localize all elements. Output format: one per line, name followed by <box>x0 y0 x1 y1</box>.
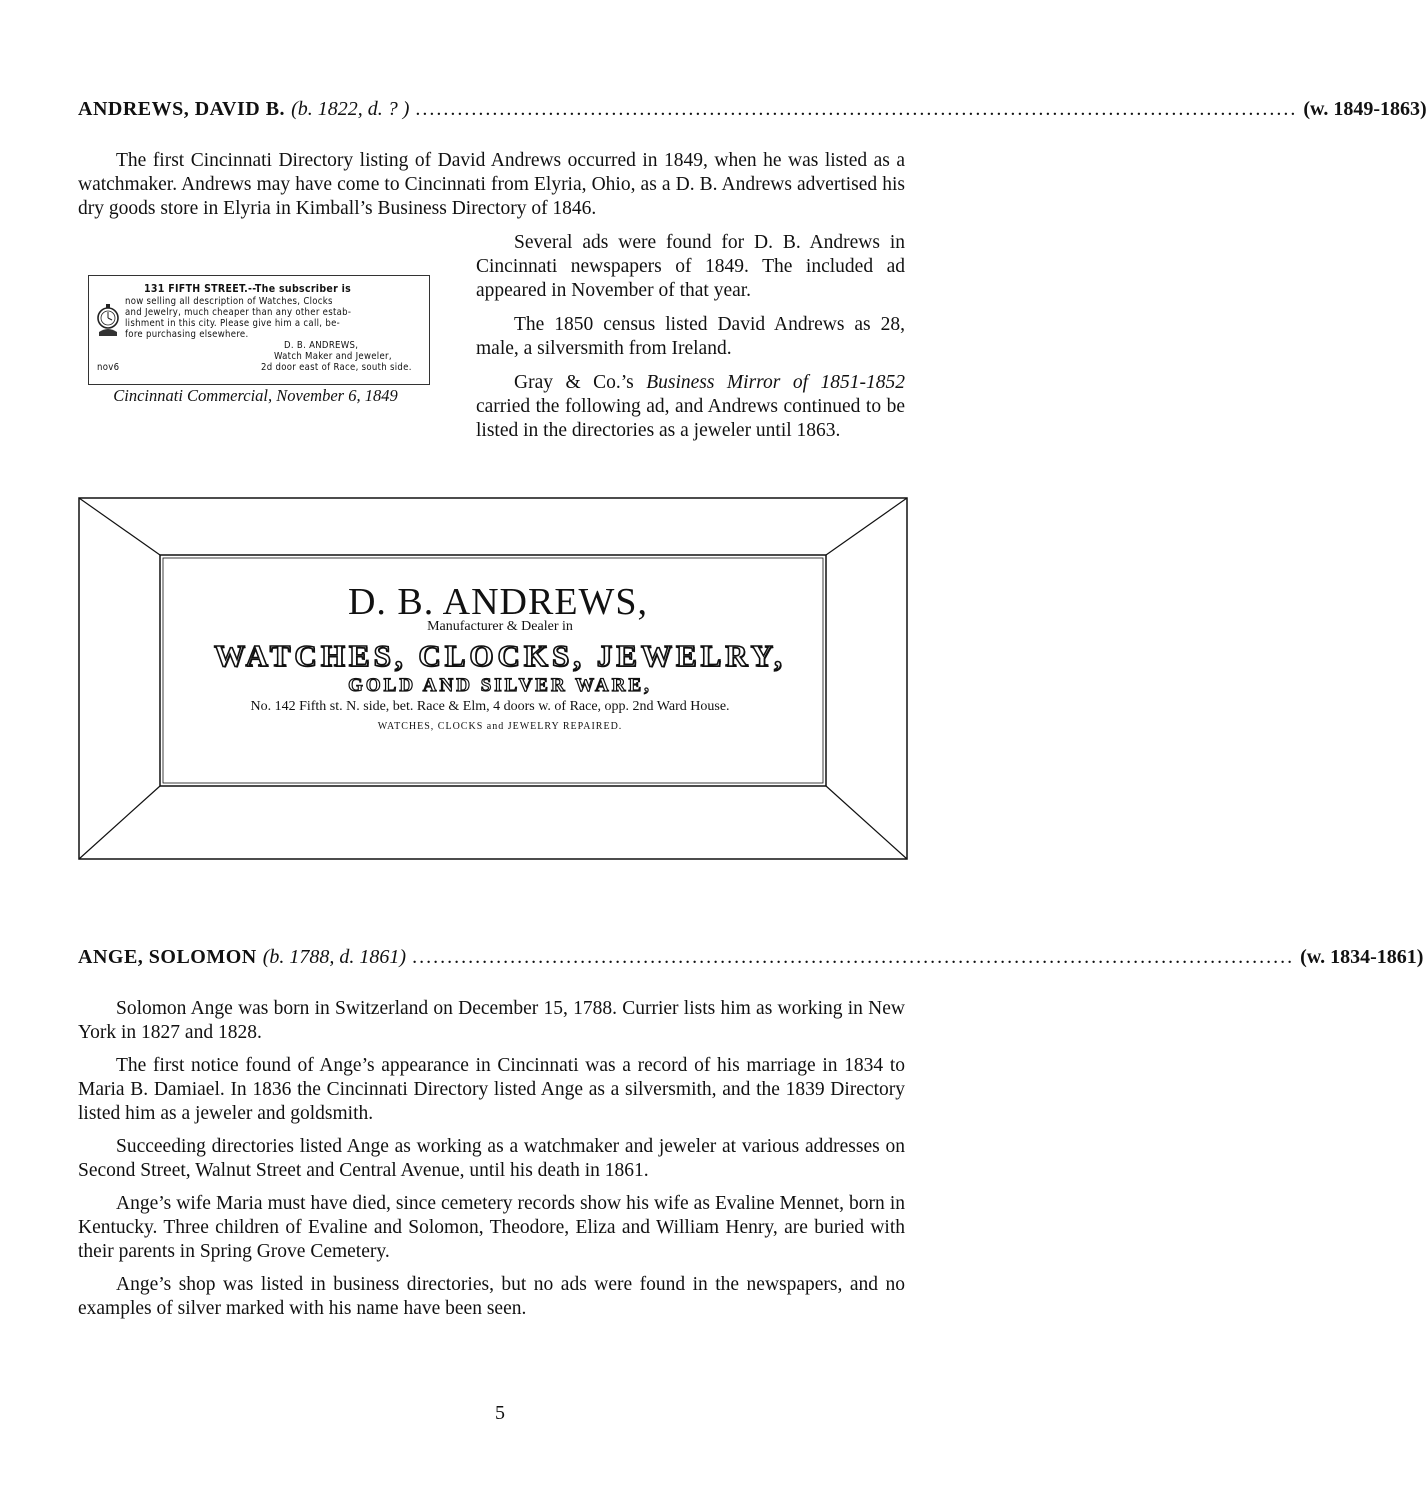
entry-life-dates: (b. 1788, d. 1861) <box>262 946 407 968</box>
ad-line: Watch Maker and Jeweler, <box>274 351 392 362</box>
leader-dots: .............................................................................................................................. <box>415 98 1298 120</box>
paragraph: Ange’s wife Maria must have died, since cemetery records show his wife as Evaline Mennet, born in Kentucky. Three children of Evaline and Solomon, Theodore, Eliza and William Henry, are buried with their parents in Spring Grove Cemetery. <box>78 1193 905 1262</box>
ad-gold-silver-line: GOLD AND SILVER WARE, <box>348 675 652 696</box>
entry-name: ANGE, SOLOMON <box>78 946 257 968</box>
paragraph: Solomon Ange was born in Switzerland on December 15, 1788. Currier lists him as working in New York in 1827 and 1828. <box>78 998 905 1043</box>
text-run: Gray & Co.’s <box>514 372 647 393</box>
paragraph: The first Cincinnati Directory listing of David Andrews occurred in 1849, when he was listed as a watchmaker. Andrews may have come to Cincinnati from Elyria, Ohio, as a D. B. Andrews advertised his dry goods store in Elyria in Kimball’s Business Directory of 1846. <box>78 150 905 219</box>
ad-subtitle: Manufacturer & Dealer in <box>427 619 573 634</box>
ad-line: now selling all description of Watches, Clocks <box>125 296 333 307</box>
ad-repair-line: WATCHES, CLOCKS and JEWELRY REPAIRED. <box>377 721 623 732</box>
ad-line: 2d door east of Race, south side. <box>261 362 412 373</box>
ad-line: 131 FIFTH STREET.--The subscriber is <box>144 283 352 295</box>
entry-working-years: (w. 1834-1861) <box>1300 946 1424 968</box>
ad-goods-line: WATCHES, CLOCKS, JEWELRY, <box>214 638 786 673</box>
leader-dots: .............................................................................................................................. <box>412 946 1295 968</box>
paragraph: The first notice found of Ange’s appearance in Cincinnati was a record of his marriage in 1834 to Maria B. Damiael. In 1836 the Cincinnati Directory listed Ange as a silversmith, and the 1839 Directory listed him as a jeweler and goldsmith. <box>78 1055 905 1124</box>
ad-line: D. B. ANDREWS, <box>284 340 359 351</box>
entry-life-dates: (b. 1822, d. ? ) <box>291 98 410 120</box>
ad-line: and Jewelry, much cheaper than any other estab- <box>125 307 352 318</box>
entry-working-years: (w. 1849-1863) <box>1303 98 1427 120</box>
ad-line: fore purchasing elsewhere. <box>125 329 249 340</box>
paragraph <box>476 371 905 443</box>
text-run: carried the following ad, and Andrews continued to be listed in the directories as a jeweler until 1863. <box>476 396 905 441</box>
entry-name: ANDREWS, DAVID B. <box>78 98 286 120</box>
paragraph: Several ads were found for D. B. Andrews in Cincinnati newspapers of 1849. The included ad appeared in November of that year. <box>476 232 905 301</box>
entry-heading-andrews <box>78 98 1427 121</box>
ad-line: lishment in this city. Please give him a call, be- <box>125 318 341 329</box>
ad-caption: Cincinnati Commercial, November 6, 1849 <box>113 386 398 405</box>
pocket-watch-icon <box>95 296 121 340</box>
entry-heading-ange <box>78 946 1424 969</box>
page-number: 5 <box>495 1402 505 1424</box>
paragraph: Succeeding directories listed Ange as working as a watchmaker and jeweler at various addresses on Second Street, Walnut Street and Central Avenue, until his death in 1861. <box>78 1136 905 1181</box>
ad-address: No. 142 Fifth st. N. side, bet. Race & Elm, 4 doors w. of Race, opp. 2nd Ward House. <box>250 699 730 714</box>
paragraph: Ange’s shop was listed in business directories, but no ads were found in the newspapers, and no examples of silver marked with his name have been seen. <box>78 1274 905 1319</box>
publication-title: Business Mirror of 1851-1852 <box>646 372 905 393</box>
paragraph: The 1850 census listed David Andrews as 28, male, a silversmith from Ireland. <box>476 314 905 359</box>
ad-date-code: nov6 <box>97 362 120 373</box>
ad-business-name: D. B. ANDREWS, <box>347 581 649 623</box>
newspaper-ad-clipping <box>88 275 430 385</box>
